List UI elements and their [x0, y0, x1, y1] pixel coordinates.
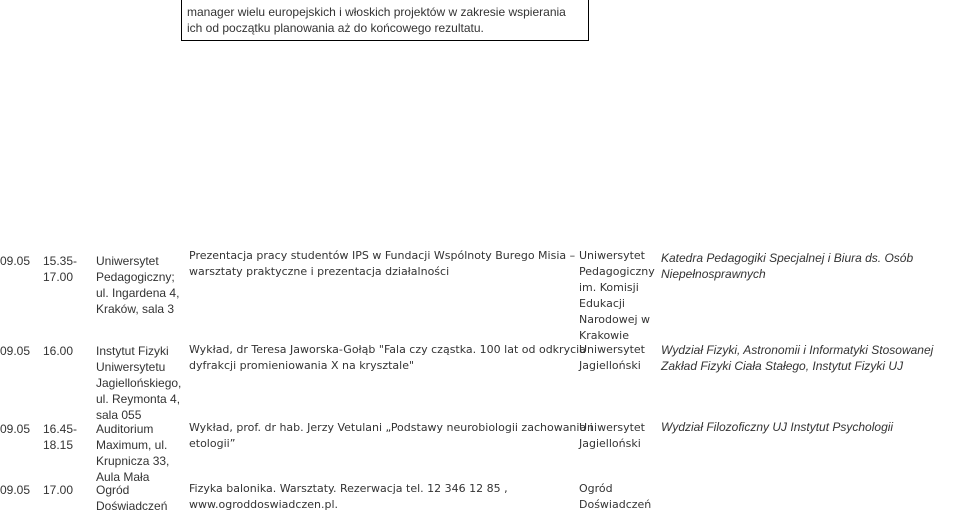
event-line: Prezentacja pracy studentów IPS w Fundacji Wspólnoty Burego Misia – [189, 249, 576, 262]
event-line: dyfrakcji promieniowania X na krysztale" [189, 359, 415, 372]
row-time [43, 253, 77, 285]
place-line: Instytut Fizyki [96, 344, 169, 358]
row-unit [661, 250, 913, 282]
row-place [96, 343, 181, 423]
organizer-line: Narodowej w [579, 313, 651, 326]
organizer-line: im. Komisji [579, 281, 639, 294]
event-line: Wykład, prof. dr hab. Jerzy Vetulani „Podstawy neurobiologii zachowania i [189, 421, 593, 434]
row-date: 09.05 [0, 344, 31, 358]
place-line: Jagiellońskiego, [96, 376, 182, 390]
intro-line: manager wielu europejskich i włoskich projektów w zakresie wspierania [187, 5, 566, 19]
place-line: ul. Ingardena 4, [96, 286, 180, 300]
row-organizer [579, 248, 655, 344]
row-event [189, 248, 575, 280]
place-line: Ogród [96, 483, 130, 497]
row-organizer [579, 342, 645, 374]
place-line: Maximum, ul. [96, 438, 168, 452]
intro-paragraph [187, 4, 566, 36]
place-line: Uniwersytetu [96, 360, 166, 374]
time-line: 18.15 [43, 438, 74, 452]
row-date: 09.05 [0, 254, 31, 268]
place-line: ul. Reymonta 4, [96, 392, 181, 406]
place-line: Doświadczeń [96, 499, 168, 513]
place-line: Kraków, sala 3 [96, 302, 175, 316]
organizer-line: Uniwersytet [579, 343, 645, 356]
event-line: Wykład, dr Teresa Jaworska-Gołąb "Fala czy cząstka. 100 lat od odkrycia [189, 343, 586, 356]
place-line: Aula Mała [96, 470, 150, 484]
row-time [43, 343, 73, 359]
row-time [43, 421, 77, 453]
time-line: 16.45- [43, 422, 78, 436]
time-line: 17.00 [43, 483, 74, 497]
unit-line: Zakład Fizyki Ciała Stałego, Instytut Fizyki UJ [661, 359, 904, 373]
organizer-line: Krakowie [579, 329, 630, 342]
place-line: sala 055 [96, 408, 142, 422]
row-event [189, 481, 508, 513]
row-unit [661, 342, 933, 374]
time-line: 16.00 [43, 344, 74, 358]
row-event [189, 342, 586, 374]
organizer-line: Ogród [579, 482, 613, 495]
table-top-border [181, 0, 182, 40]
event-line: Fizyka balonika. Warsztaty. Rezerwacja tel. 12 346 12 85 , [189, 482, 508, 495]
unit-line: Wydział Filozoficzny UJ Instytut Psychologii [661, 420, 894, 434]
place-line: Uniwersytet [96, 254, 159, 268]
organizer-line: Uniwersytet [579, 249, 645, 262]
organizer-line: Pedagogiczny [579, 265, 655, 278]
row-event [189, 420, 593, 452]
event-line: etologii” [189, 437, 236, 450]
table-top-border [181, 40, 589, 41]
unit-line: Wydział Fizyki, Astronomii i Informatyki Stosowanej [661, 343, 934, 357]
row-place [96, 253, 179, 317]
time-line: 17.00 [43, 270, 74, 284]
intro-line: ich od początku planowania aż do końcowego rezultatu. [187, 21, 484, 35]
place-line: Pedagogiczny; [96, 270, 175, 284]
unit-line: Katedra Pedagogiki Specjalnej i Biura ds. Osób [661, 251, 914, 265]
organizer-line: Edukacji [579, 297, 625, 310]
place-line: Krupnicza 33, [96, 454, 170, 468]
row-date: 09.05 [0, 422, 31, 436]
organizer-line: Jagielloński [579, 359, 641, 372]
place-line: Auditorium [96, 422, 154, 436]
table-top-border [588, 0, 589, 40]
organizer-line: Doświadczeń [579, 498, 652, 511]
time-line: 15.35- [43, 254, 78, 268]
row-unit [661, 419, 893, 435]
event-line: www.ogroddoswiadczen.pl. [189, 498, 338, 511]
row-time [43, 482, 73, 498]
row-date: 09.05 [0, 483, 31, 497]
organizer-line: Uniwersytet [579, 421, 645, 434]
row-place [96, 482, 167, 514]
event-line: warsztaty praktyczne i prezentacja działalności [189, 265, 450, 278]
row-organizer [579, 481, 651, 513]
row-organizer [579, 420, 645, 452]
row-place [96, 421, 169, 485]
unit-line: Niepełnosprawnych [661, 267, 766, 281]
organizer-line: Jagielloński [579, 437, 641, 450]
